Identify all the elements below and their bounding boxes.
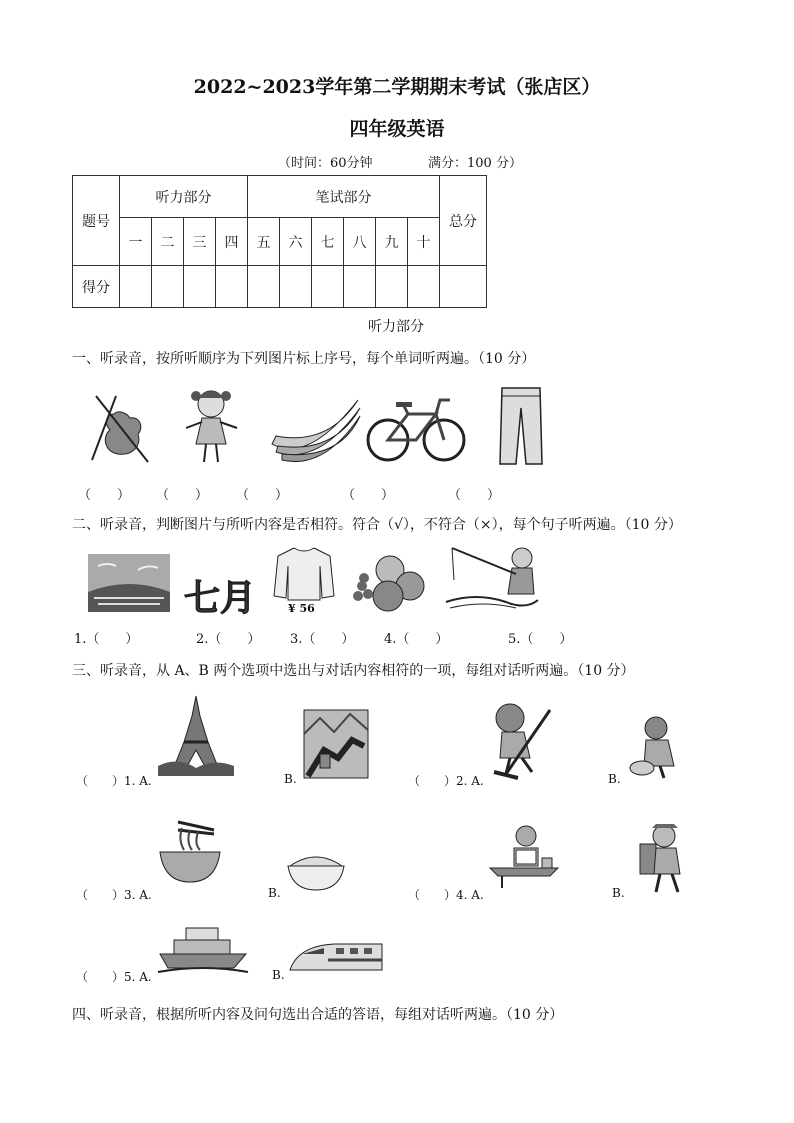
- listening-group-cell: 听力部分: [120, 176, 248, 218]
- col-4: 四: [216, 218, 248, 266]
- col-6: 六: [280, 218, 312, 266]
- listening-heading: 听力部分: [368, 319, 424, 335]
- rice-picture: [286, 848, 346, 892]
- price-text: ¥ 56: [288, 602, 315, 615]
- s1-blank-5[interactable]: （ ）: [448, 488, 501, 503]
- eiffel-tower-picture: [158, 696, 234, 776]
- score-cell[interactable]: [120, 266, 152, 308]
- score-cell[interactable]: [344, 266, 376, 308]
- s1-blank-2[interactable]: （ ）: [156, 488, 209, 503]
- train-picture: [288, 940, 384, 974]
- s3-item-4-b[interactable]: B.: [612, 886, 625, 900]
- score-note: 满分：100 分）: [428, 156, 522, 171]
- s3-item-5-label[interactable]: （ ）5. A.: [76, 970, 152, 984]
- great-wall-picture: [304, 710, 368, 778]
- section1-instruction: 一、听录音，按所听顺序为下列图片标上序号，每个单词听两遍。（10 分）: [72, 351, 536, 367]
- score-cell[interactable]: [184, 266, 216, 308]
- col-9: 九: [376, 218, 408, 266]
- col-10: 十: [408, 218, 440, 266]
- exam-title: 2022~2023学年第二学期期末考试（张店区）: [193, 76, 601, 98]
- washing-boy-picture: [630, 716, 680, 780]
- s3-item-1-b[interactable]: B.: [284, 772, 297, 786]
- col-3: 三: [184, 218, 216, 266]
- violin-picture: [86, 394, 156, 464]
- noodles-picture: [158, 820, 222, 884]
- section4-instruction: 四、听录音，根据所听内容及问句选出合适的答语，每组对话听两遍。（10 分）: [72, 1007, 564, 1023]
- s3-item-3-label[interactable]: （ ）3. A.: [76, 888, 152, 902]
- s1-blank-1[interactable]: （ ）: [78, 488, 131, 503]
- ship-picture: [158, 922, 248, 974]
- col-5: 五: [248, 218, 280, 266]
- stadium-picture: [88, 554, 170, 612]
- score-table: [72, 175, 487, 308]
- bananas-picture: [268, 394, 364, 464]
- col-7: 七: [312, 218, 344, 266]
- month-text: 七月: [184, 578, 257, 619]
- reading-boy-picture: [488, 824, 560, 888]
- hiking-girl-picture: [634, 822, 692, 894]
- score-cell[interactable]: [152, 266, 184, 308]
- s3-item-3-b[interactable]: B.: [268, 886, 281, 900]
- s3-item-2-label[interactable]: （ ）2. A.: [408, 774, 484, 788]
- time-note: （时间：60分钟: [278, 156, 373, 171]
- score-cell[interactable]: [216, 266, 248, 308]
- sweater-picture: [274, 546, 334, 602]
- score-row-label: 得分: [73, 266, 120, 308]
- s3-item-5-b[interactable]: B.: [272, 968, 285, 982]
- bicycle-picture: [366, 394, 466, 464]
- section2-instruction: 二、听录音，判断图片与所听内容是否相符。符合（√），不符合（×），每个句子听两遍。（10 分）: [72, 517, 682, 533]
- fishing-picture: [446, 544, 538, 614]
- score-cell[interactable]: [280, 266, 312, 308]
- score-cell[interactable]: [248, 266, 280, 308]
- s3-item-4-label[interactable]: （ ）4. A.: [408, 888, 484, 902]
- col-1: 一: [120, 218, 152, 266]
- s2-item-1[interactable]: 1.（ ）: [74, 632, 139, 647]
- s2-item-3[interactable]: 3.（ ）: [290, 632, 355, 647]
- section3-instruction: 三、听录音，从 A、B 两个选项中选出与对话内容相符的一项，每组对话听两遍。（10 分）: [72, 663, 635, 679]
- writing-group-cell: 笔试部分: [248, 176, 440, 218]
- s1-blank-4[interactable]: （ ）: [342, 488, 395, 503]
- score-cell[interactable]: [312, 266, 344, 308]
- fruits-picture: [350, 550, 430, 612]
- score-cell[interactable]: [408, 266, 440, 308]
- col-2: 二: [152, 218, 184, 266]
- s1-blank-3[interactable]: （ ）: [236, 488, 289, 503]
- total-cell: 总分: [440, 176, 487, 266]
- girl-picture: [184, 386, 239, 466]
- score-cell[interactable]: [376, 266, 408, 308]
- score-cell[interactable]: [440, 266, 487, 308]
- s3-item-2-b[interactable]: B.: [608, 772, 621, 786]
- row-header-cell: 题号: [73, 176, 120, 266]
- sweeping-boy-picture: [488, 702, 558, 780]
- s2-item-2[interactable]: 2.（ ）: [196, 632, 261, 647]
- s2-item-4[interactable]: 4.（ ）: [384, 632, 449, 647]
- s3-item-1-label[interactable]: （ ）1. A.: [76, 774, 152, 788]
- s2-item-5[interactable]: 5.（ ）: [508, 632, 573, 647]
- jeans-picture: [496, 386, 546, 466]
- col-8: 八: [344, 218, 376, 266]
- exam-subtitle: 四年级英语: [349, 118, 445, 140]
